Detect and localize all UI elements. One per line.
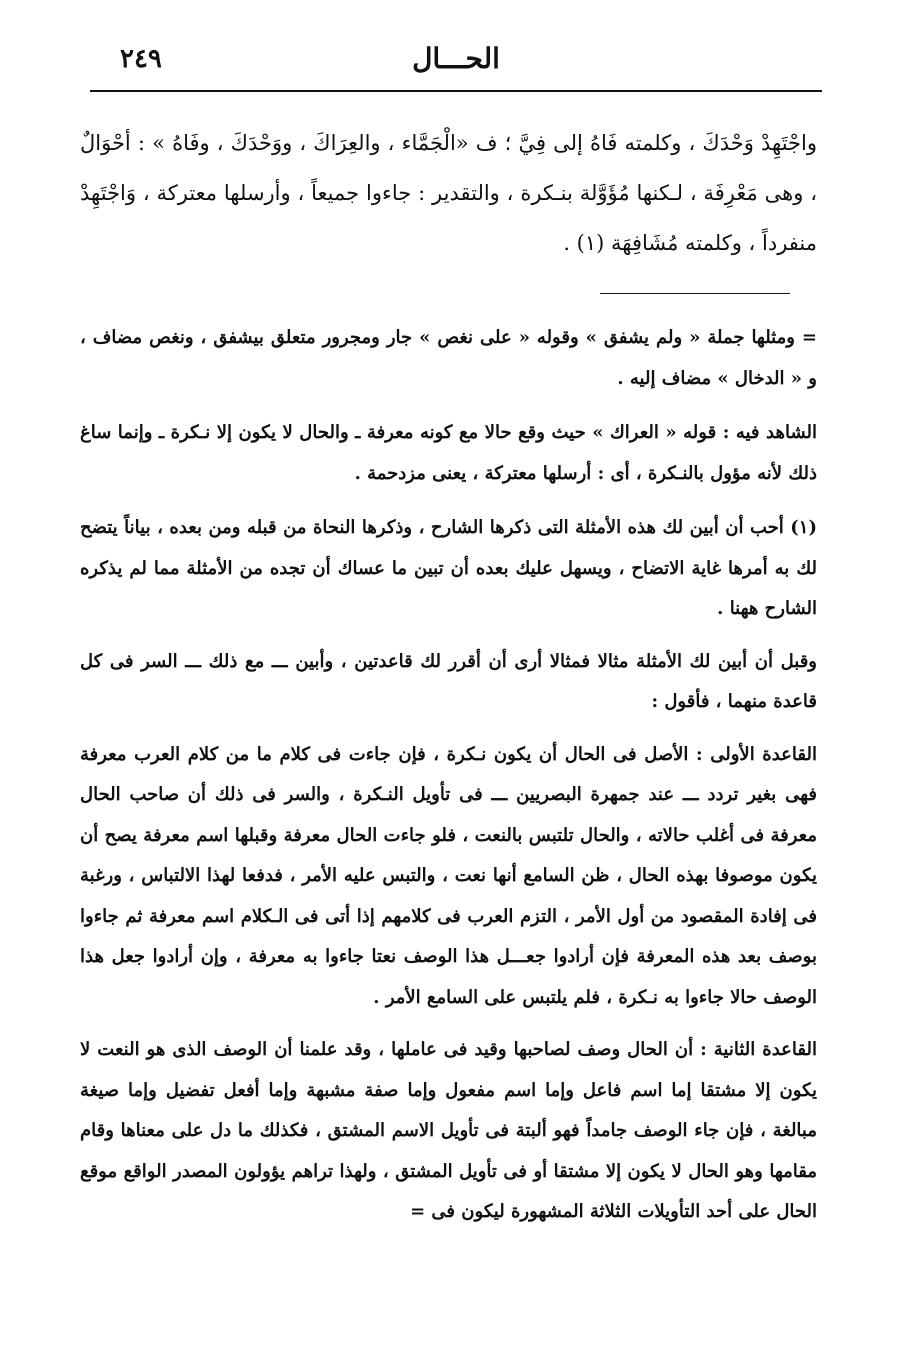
footnote-intro: وقبل أن أبين لك الأمثلة مثالا فمثالا أرى أن أقرر لك قاعدتين ، وأبين ـــ مع ذلك ـــ السر فى كل قاعدة منهما ، فأقول : <box>80 650 817 712</box>
page-number: ٢٤٩ <box>120 44 162 74</box>
footnote-shahid: الشاهد فيه : قوله « العراك » حيث وقع حالا مع كونه معرفة ـ والحال لا يكون إلا نـكرة ـ وإنما ساغ ذلك لأنه مؤول بالنـكرة ، أى : أرسلها معتركة ، يعنى مزدحمة . <box>80 422 817 484</box>
header-rule <box>90 90 822 92</box>
footnote-separator <box>600 293 790 294</box>
footnote-continuation: = ومثلها جملة « ولم يشفق » وقوله « على نغص » جار ومجرور متعلق بيشفق ، ونغص مضاف ، و « الدخال » مضاف إليه . <box>80 327 817 389</box>
running-title: الحـــال <box>412 42 500 75</box>
footnote-rule-2: القاعدة الثانية : أن الحال وصف لصاحبها وقيد فى عاملها ، وقد علمنا أن الوصف الذى هو النعت لا يكون إلا مشتقا إما اسم فاعل وإما اسم مفعول وإما صفة مشبهة وإما أفعل تفضيل وإما صيغة مبالغة ، فإن جاء الوصف جامداً فهو ألبتة فى تأويل الاسم المشتق ، فكذلك ما دل على معناها وقام مقامها وهو الحال لا يكون إلا مشتقا أو فى تأويل المشتق ، ولهذا تراهم يؤولون المصدر الواقع موقع الحال على أحد التأويلات الثلاثة المشهورة ليكون فى = <box>80 1039 817 1222</box>
main-paragraph: واجْتَهِدْ وَحْدَكَ ، وكلمته فَاهُ إلى فِيَّ ؛ ف «الْجَمَّاء ، والعِرَاكَ ، ووَحْدَكَ ، وفَاهُ » : أحْوَالٌ ، وهى مَعْرِفَة ، لـكنها مُؤَوَّلة بنـكرة ، والتقدير : جاءوا جميعاً ، وأرسلها معتركة ، وَاجْتَهِدْ منفرداً ، وكلمته مُشَافِهَة (١) . <box>80 131 817 255</box>
main-text <box>80 118 817 268</box>
page-header <box>90 38 822 82</box>
footnotes <box>80 318 817 1245</box>
footnote-rule-1: القاعدة الأولى : الأصل فى الحال أن يكون نـكرة ، فإن جاءت فى كلام ما من كلام العرب معرفة فهى بغير تردد ـــ عند جمهرة البصريين ـــ فى تأويل النـكرة ، والسر فى ذلك أن صاحب الحال معرفة فى أغلب حالاته ، والحال تلتبس بالنعت ، فلو جاءت الحال معرفة وقبلها اسم معرفة يصح أن يكون موصوفا بهذه الحال ، ظن السامع أنها نعت ، والتبس عليه الأمر ، فدفعا لهذا الالتباس ، ورغبة فى إفادة المقصود من أول الأمر ، التزم العرب فى كلامهم إذا أتى فى الـكلام اسم معرفة ثم جاءوا بوصف بعد هذه المعرفة فإن أرادوا جعـــل هذا الوصف نعتا جاءوا به معرفة ، وإن أرادوا جعل هذا الوصف حالا جاءوا به نـكرة ، فلم يلتبس على السامع الأمر . <box>80 743 817 1008</box>
footnote-1: (١) أحب أن أبين لك هذه الأمثلة التى ذكرها الشارح ، وذكرها النحاة من قبله ومن بعده ، بياناً يتضح لك به أمرها غاية الاتضاح ، ويسهل عليك بعده أن تبين ما عساك أن تجده من الأمثلة مما لم يذكره الشارح ههنا . <box>80 517 817 619</box>
